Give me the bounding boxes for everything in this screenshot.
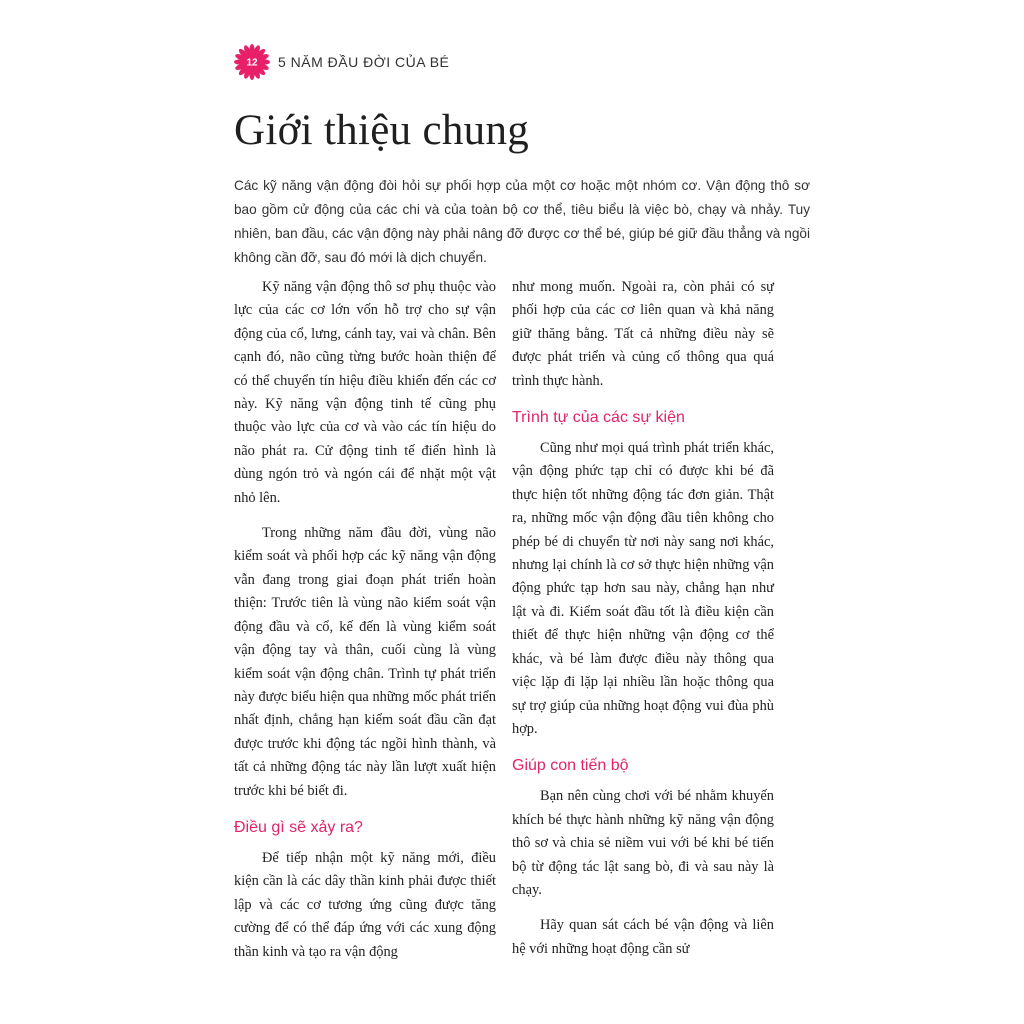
- section-heading: Trình tự của các sự kiện: [512, 409, 685, 427]
- body-paragraph: Để tiếp nhận một kỹ năng mới, điều kiện cần là các dây thần kinh phải được thiết lập và các cơ tương ứng cũng được tăng cường để có thể đáp ứng với các xung động thần kinh và tạo ra vận động: [234, 849, 496, 960]
- body-paragraph: Kỹ năng vận động thô sơ phụ thuộc vào lực của các cơ lớn vốn hỗ trợ cho sự vận động của cổ, lưng, cánh tay, vai và chân. Bên cạnh đó, não cũng từng bước hoàn thiện để có thể chuyển tín hiệu điều khiển đến các cơ này. Kỹ năng vận động tinh tế cũng phụ thuộc vào lực của cơ và vào các tín hiệu do não phát ra. Cử động tinh tế điển hình là dùng ngón trỏ và ngón cái để nhặt một vật nhỏ lên.: [234, 279, 496, 506]
- flower-icon: [234, 44, 270, 80]
- page-number: 12: [246, 57, 258, 69]
- body-paragraph: như mong muốn. Ngoài ra, còn phải có sự phối hợp của các cơ liên quan và khả năng giữ thăng bằng. Tất cả những điều này sẽ được phát triển và củng cố thông qua quá trình thực hành.: [512, 279, 774, 389]
- section-heading: Giúp con tiến bộ: [512, 757, 629, 775]
- intro-paragraph: Các kỹ năng vận động đòi hỏi sự phối hợp của một cơ hoặc một nhóm cơ. Vận động thô sơ bao gồm cử động của các chi và của toàn bộ cơ thể, tiêu biểu là việc bò, chạy và nhảy. Tuy nhiên, ban đầu, các vận động này phải nâng đỡ được cơ thể bé, giúp bé giữ đầu thẳng và ngồi không cần đỡ, sau đó mới là dịch chuyển.: [234, 178, 810, 265]
- right-column: [512, 276, 774, 973]
- section-heading: Điều gì sẽ xảy ra?: [234, 818, 363, 836]
- body-paragraph: Trong những năm đầu đời, vùng não kiểm soát và phối hợp các kỹ năng vận động vẫn đang trong giai đoạn phát triển hoàn thiện: Trước tiên là vùng não kiểm soát vận động đầu và cổ, kế đến là vùng kiểm soát vận động tay và thân, cuối cùng là vùng kiểm soát vận động chân. Trình tự phát triển này được biểu hiện qua những mốc phát triển nhất định, chẳng hạn kiểm soát đầu cần đạt được trước khi động tác ngồi hình thành, và tất cả những động tác này lần lượt xuất hiện trước khi bé biết đi.: [234, 525, 496, 799]
- running-header: [234, 42, 449, 82]
- page-title: Giới thiệu chung: [234, 107, 530, 154]
- body-paragraph: Cũng như mọi quá trình phát triển khác, vận động phức tạp chỉ có được khi bé đã thực hiện tốt những động tác đơn giản. Thật ra, những mốc vận động đầu tiên không cho phép bé di chuyển từ nơi này sang nơi khác, nhưng lại chính là cơ sở thực hiện những vận động phức tạp hơn sau này, chẳng hạn như lật và đi. Kiểm soát đầu tốt là điều kiện cần thiết để thực hiện những vận động cơ thể khác, và bé làm được điều này thông qua việc lặp đi lặp lại nhiều lần hoặc thông qua sự trợ giúp của những hoạt động vui đùa phù hợp.: [512, 440, 774, 737]
- left-column: [234, 276, 496, 976]
- book-page: [212, 28, 812, 972]
- body-paragraph: Hãy quan sát cách bé vận động và liên hệ với những hoạt động cần sử: [512, 917, 774, 957]
- body-paragraph: Bạn nên cùng chơi với bé nhằm khuyến khích bé thực hành những kỹ năng vận động thô sơ và chia sẻ niềm vui với bé khi bé tiến bộ từ động tác lật sang bò, đi và sau này là chạy.: [512, 788, 774, 898]
- running-title: 5 NĂM ĐẦU ĐỜI CỦA BÉ: [278, 54, 450, 70]
